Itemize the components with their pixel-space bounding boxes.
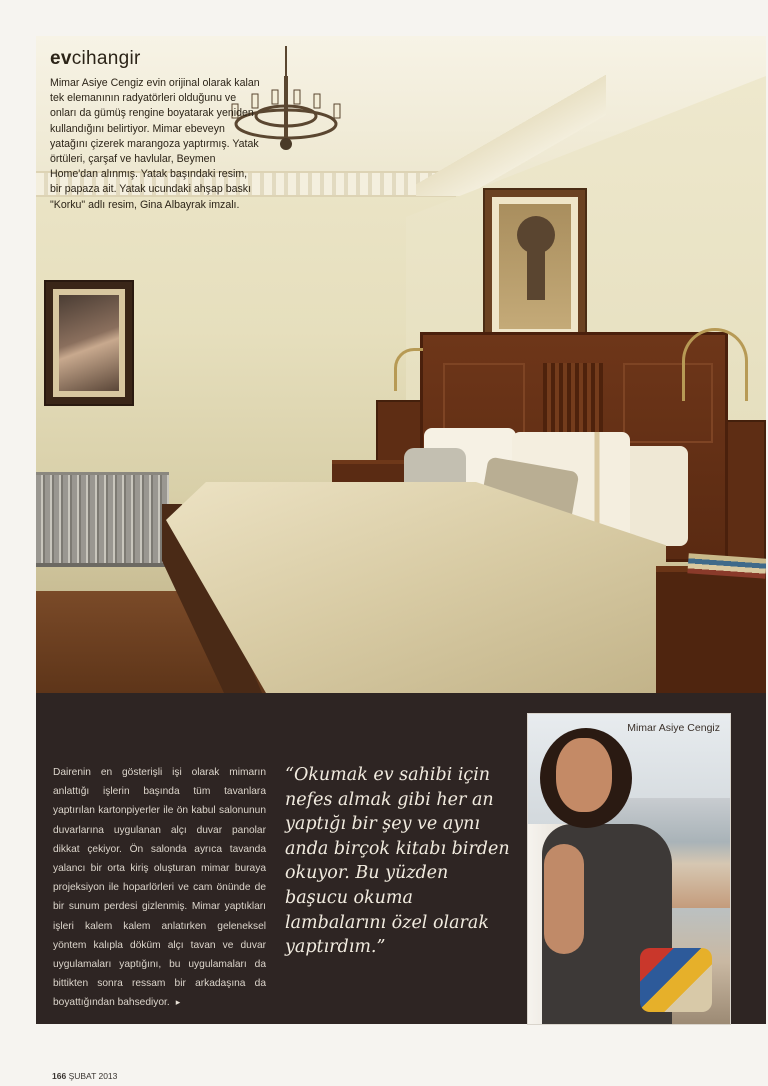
painting-left bbox=[44, 280, 134, 406]
photo-caption-block bbox=[50, 48, 260, 213]
headboard-side-right bbox=[722, 420, 766, 560]
issue-date: ŞUBAT 2013 bbox=[68, 1071, 118, 1081]
headboard-slats bbox=[543, 363, 603, 443]
pull-quote: “Okumak ev sahibi için nefes almak gibi her an yaptığı bir şey ve aynı anda birçok kitabı birden okuyor. Bu yüzden başucu okuma lambalarını özel olarak yaptırdım.” bbox=[285, 765, 510, 958]
silver-radiator bbox=[36, 472, 169, 567]
nightstand-right bbox=[656, 566, 766, 693]
face bbox=[556, 738, 612, 812]
reading-lamp-right-icon bbox=[682, 328, 748, 401]
continue-arrow-icon: ▸ bbox=[175, 997, 181, 1008]
body-text: Dairenin en gösterişli işi olarak mimarın anlattığı işlerin başında tüm tavanlara yaptırılan kartonpiyerler ile ön kabul salonunun duvarlarına uygulanan alçı duvar panolar dikkat çekiyor. Ön salonda ayrıca tavanda yalancı bir orta kiriş oluşturan mimar buraya projeksiyon ile hoparlörleri ve cam önünde de bir sunum perdesi gizlenmiş. Mimar yaptıkları işleri kalem kalem anlatırken geleneksel yöntem kalıpla döküm alçı tavan ve duvar uygulamaları yaptığını, bu uygulamaları da bittikten sonra ressam bir arkadaşına da boyattığından bahsediyor. bbox=[53, 767, 266, 1009]
page-number: 166 bbox=[52, 1071, 67, 1081]
body-copy bbox=[53, 763, 266, 1013]
colorful-bag bbox=[640, 948, 712, 1012]
photo-caption: Mimar Asiye Cengiz evin orijinal olarak kalan tek elemanının radyatörleri olduğunu ve onları da gümüş rengine boyatarak yeniden kullandığını belirtiyor. Mimar ebeveyn yatağını çizerek marangoza yaptırmış. Yatak örtüleri, çarşaf ve havlular, Beymen Home'dan alınmış. Yatak başındaki resim, bir papaza ait. Yatak ucundaki ahşap baskı "Korku" adlı resim, Gina Albayrak imzalı. bbox=[50, 77, 260, 211]
portrait-photo bbox=[527, 713, 731, 1025]
bedroom-photo bbox=[36, 36, 766, 693]
reading-lamp-left-icon bbox=[394, 348, 423, 391]
page-folio bbox=[52, 1071, 117, 1081]
painting-above-bed bbox=[483, 188, 587, 345]
arm bbox=[544, 844, 584, 954]
portrait-caption: Mimar Asiye Cengiz bbox=[627, 722, 720, 734]
section-label-rest: cihangir bbox=[71, 48, 141, 69]
section-label-bold: ev bbox=[50, 48, 72, 69]
section-label bbox=[50, 48, 260, 70]
